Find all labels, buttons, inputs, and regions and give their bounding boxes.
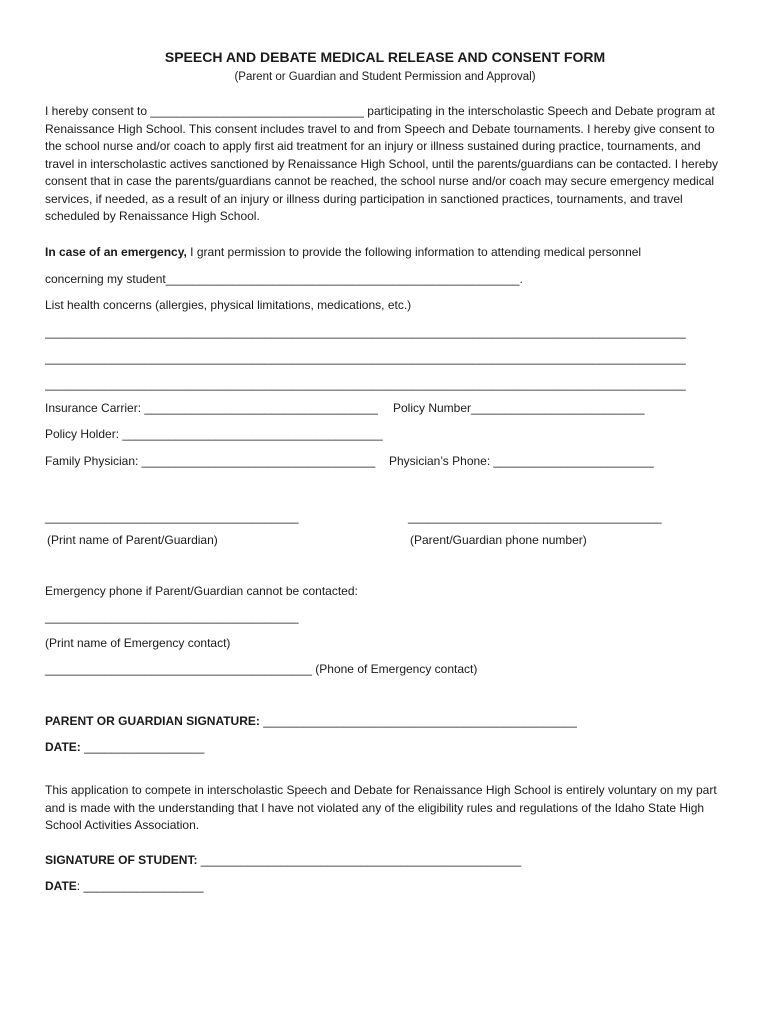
parent-date-line[interactable]: __________________	[80, 740, 205, 754]
student-date-field[interactable]	[45, 878, 204, 896]
health-line-3[interactable]: ________________________________________________________________________________________________	[45, 377, 686, 391]
emergency-lead: In case of an emergency,	[45, 245, 187, 259]
physician-phone-field[interactable]: Physician’s Phone: ________________________	[389, 454, 654, 468]
student-date-label: DATE	[45, 879, 77, 893]
emergency-contact-name-label: (Print name of Emergency contact)	[45, 636, 231, 650]
parent-name-line[interactable]: ______________________________________	[45, 510, 299, 524]
student-signature-line[interactable]: ________________________________________________	[197, 853, 522, 867]
parent-phone-label: (Parent/Guardian phone number)	[410, 533, 587, 547]
parent-date-label: DATE:	[45, 740, 81, 754]
policy-holder-field[interactable]: Policy Holder: _______________________________________	[45, 427, 383, 441]
emergency-contact-phone[interactable]	[45, 661, 477, 679]
student-signature-field[interactable]	[45, 852, 521, 870]
parent-date-field[interactable]	[45, 739, 204, 757]
form-title: SPEECH AND DEBATE MEDICAL RELEASE AND CONSENT FORM	[164, 49, 606, 65]
insurance-carrier-field[interactable]: Insurance Carrier: ___________________________________	[45, 401, 378, 415]
family-physician-field[interactable]: Family Physician: ___________________________________	[45, 454, 376, 468]
emergency-contact-phone-label: (Phone of Emergency contact)	[311, 662, 478, 676]
emergency-contact-phone-line[interactable]: ________________________________________	[45, 662, 312, 676]
health-line-2[interactable]: ________________________________________________________________________________________________	[45, 351, 686, 365]
voluntary-paragraph: This application to compete in interscholastic Speech and Debate for Renaissance High School is entirely voluntary on my part and is made with the understanding that I have not violated any of the eligibility rules and regulations of the Idaho State High School Activities Association.	[45, 783, 717, 832]
student-name-field[interactable]: concerning my student_____________________________________________________.	[45, 272, 523, 286]
emergency-statement	[45, 244, 641, 262]
parent-phone-line[interactable]: ______________________________________	[408, 510, 662, 524]
parent-signature-label: PARENT OR GUARDIAN SIGNATURE:	[45, 714, 260, 728]
parent-name-label: (Print name of Parent/Guardian)	[47, 533, 218, 547]
health-line-1[interactable]: ________________________________________________________________________________________________	[45, 325, 686, 339]
emergency-rest: I grant permission to provide the following information to attending medical personnel	[186, 245, 642, 259]
student-signature-label: SIGNATURE OF STUDENT:	[45, 853, 198, 867]
policy-number-field[interactable]: Policy Number__________________________	[393, 401, 645, 415]
emergency-phone-label: Emergency phone if Parent/Guardian cannot be contacted:	[45, 584, 358, 598]
parent-signature-line[interactable]: _______________________________________________	[259, 714, 577, 728]
form-subtitle: (Parent or Guardian and Student Permission and Approval)	[234, 71, 536, 83]
emergency-contact-name-line[interactable]: ______________________________________	[45, 610, 299, 624]
student-date-line[interactable]: : __________________	[76, 879, 204, 893]
parent-signature-field[interactable]	[45, 713, 577, 731]
health-concerns-label: List health concerns (allergies, physical limitations, medications, etc.)	[45, 298, 412, 312]
consent-paragraph: I hereby consent to ________________________________ participating in the interscholastic Speech and Debate program at Renaissance High School. This consent includes travel to and from Speech and Debate tournaments. I hereby give consent to the school nurse and/or coach to apply first aid treatment for an injury or illness sustained during practice, tournaments, and travel in interscholastic actives sanctioned by Renaissance High School, until the parents/guardians can be contacted. I hereby consent that in case the parents/guardians cannot be reached, the school nurse and/or coach may secure emergency medical services, if needed, as a result of an injury or illness during participation in sanctioned practices, tournaments, and travel scheduled by Renaissance High School.	[45, 104, 719, 223]
